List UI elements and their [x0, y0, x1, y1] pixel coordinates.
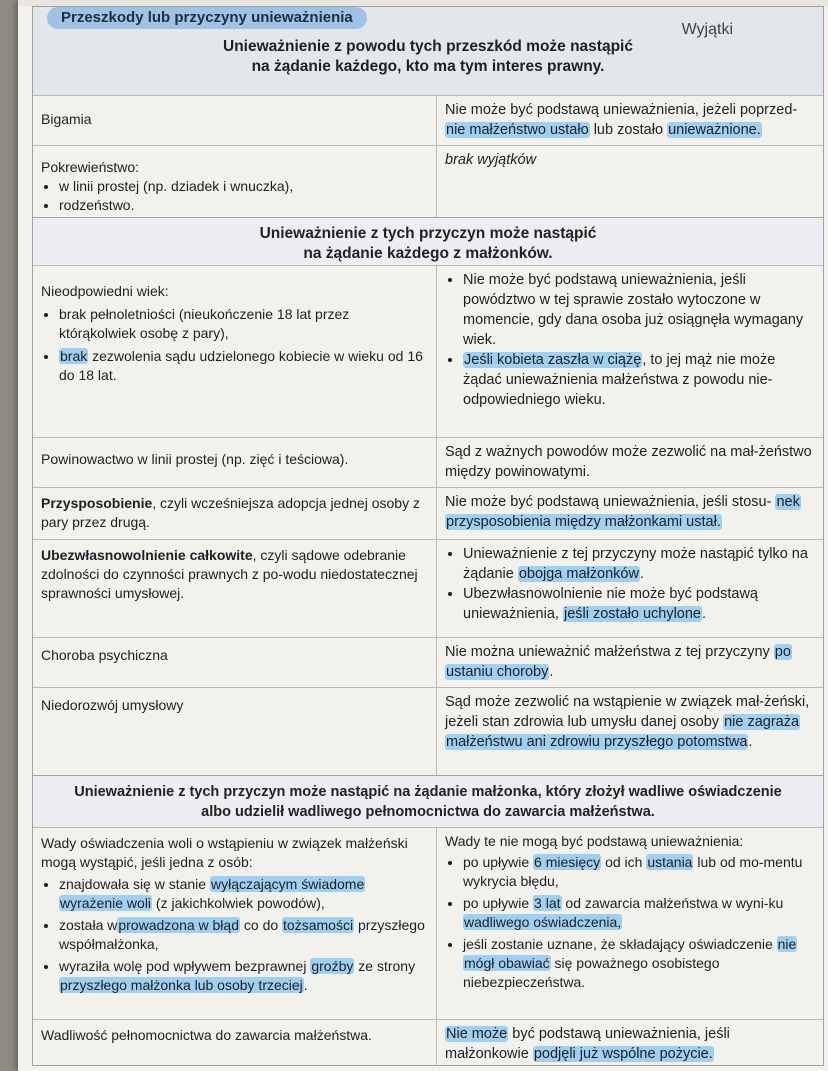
- highlight: wyłączającym świadome wyrażenie woli: [60, 876, 365, 911]
- list-item-text: po upływie: [463, 895, 534, 911]
- column-header-causes: Przeszkody lub przyczyny unieważnienia: [47, 7, 367, 29]
- list-item: • Nie może być podstawą unieważnienia, jeśli powództwo w tej sprawie zostało wytoczone w momencie, gdy dana osoba już osiągnęła wymagany wiek.: [463, 270, 815, 350]
- exception-text: Sąd może zezwolić na wstąpienie w związek mał-żeński, jeżeli stan zdrowia lub umysłu danej osoby: [445, 694, 810, 730]
- highlight: po ustaniu choroby: [446, 644, 791, 680]
- column-header-exceptions: Wyjątki: [681, 21, 733, 38]
- exception-cell: [437, 638, 823, 688]
- textbook-page: [18, 0, 828, 1071]
- highlight: tożsamości: [283, 917, 354, 933]
- highlight: nie zagraża małżeństwu ani zdrowiu przyszłego potomstwa: [446, 714, 800, 750]
- cause-cell: [33, 146, 437, 218]
- cause-text: Wadliwość pełnomocnictwa do zawarcia małżeństwa.: [41, 1027, 372, 1043]
- list-item-text: przyszłego współmałżonka,: [59, 917, 425, 952]
- exception-text: .: [748, 734, 753, 750]
- highlight: 6 miesięcy: [534, 854, 601, 870]
- exception-text: .: [549, 664, 554, 680]
- highlight: unieważnione.: [668, 122, 761, 138]
- list-item-text: wyraziła wolę pod wpływem bezprawnej: [59, 958, 311, 974]
- cause-list: [41, 305, 428, 385]
- cause-cell: [33, 638, 437, 688]
- list-item-text: , to jej mąż nie może żądać unieważnienia małżeństwa z powodu nie-odpowiedniego wieku.: [463, 352, 776, 408]
- highlight: 3 lat: [534, 895, 561, 911]
- list-item: [463, 350, 815, 410]
- exception-cell: [437, 828, 823, 1020]
- exception-cell: [437, 438, 823, 488]
- cause-cell: [33, 96, 437, 146]
- exception-list: [445, 544, 815, 624]
- cause-text: Niedorozwój umysłowy: [41, 697, 184, 713]
- list-item: [463, 935, 815, 992]
- highlight: prowadzona w błąd: [118, 917, 239, 933]
- exception-text: Sąd z ważnych powodów może zezwolić na mał-żeństwo między powinowatymi.: [445, 444, 812, 480]
- list-item-text: od zawarcia małżeństwa w wyni-ku: [561, 895, 784, 911]
- list-item-text: po upływie: [463, 854, 534, 870]
- highlight: obojga małżonków: [518, 566, 639, 582]
- exception-cell: [437, 540, 823, 638]
- exception-text: Nie może być podstawą unieważnienia, jeśli stosu-: [445, 494, 772, 510]
- highlight: groźby: [311, 958, 354, 974]
- list-item-text: Unieważnienie z tej przyczyny może nastąpić tylko na żądanie: [463, 546, 808, 582]
- exception-cell: [437, 146, 823, 218]
- list-item-text: jeśli zostanie uznane, że składający oświadczenie: [463, 936, 777, 952]
- highlight: Jeśli kobieta zaszła w ciążę: [464, 352, 642, 368]
- table-row: [33, 539, 823, 638]
- highlight: podjęli już wspólne pożycie.: [533, 1046, 713, 1062]
- exception-cell: [437, 96, 823, 146]
- exception-text: brak wyjątków: [445, 152, 537, 168]
- cause-bold: Ubezwłasnowolnienie całkowite: [41, 547, 253, 563]
- highlight: ustania: [647, 854, 693, 870]
- table-row: [33, 265, 823, 438]
- cause-bold: Przysposobienie: [41, 495, 153, 511]
- section-heading-3-line1: Unieważnienie z tych przyczyn może nastąpić na żądanie małżonka, który złożył wadliwe oświadczenie: [74, 784, 782, 800]
- exception-cell: [437, 488, 823, 540]
- list-item-text: ze strony: [354, 958, 416, 974]
- highlight: przyszłego małżonka lub osoby trzeciej: [60, 977, 303, 993]
- list-item-text: została w: [59, 917, 118, 933]
- table-row: [33, 437, 823, 488]
- cause-text: Bigamia: [41, 111, 92, 127]
- list-item-text: .: [702, 606, 707, 622]
- highlight: nek przysposobienia między małżonkami ustał.: [446, 494, 800, 530]
- list-item: [463, 853, 815, 891]
- list-item: [463, 584, 815, 624]
- exception-list: [445, 270, 815, 410]
- highlight: nie małżeństwo ustało: [446, 122, 589, 138]
- list-item-text: się poważnego osobistego niebezpieczeństwa.: [463, 955, 720, 990]
- section-heading-3: [33, 775, 823, 827]
- list-item: [59, 347, 428, 385]
- highlight: brak: [60, 348, 88, 364]
- table-row: [33, 95, 823, 146]
- exception-text: Nie można unieważnić małżeństwa z tej przyczyny: [445, 644, 774, 660]
- table-header: [33, 7, 823, 96]
- list-item-text: od ich: [601, 854, 647, 870]
- section-heading-3-line2: albo udzielił wadliwego pełnomocnictwa do zawarcia małżeństwa.: [201, 804, 655, 820]
- cause-cell: [33, 266, 437, 438]
- cause-intro: Wady oświadczenia woli o wstąpieniu w związek małżeński mogą wystąpić, jeśli jedna z osób:: [41, 835, 408, 870]
- list-item: • rodzeństwo.: [59, 196, 428, 215]
- highlight: wadliwego oświadczenia,: [464, 914, 622, 930]
- cause-list: [41, 875, 428, 995]
- table-row: [33, 145, 823, 218]
- section-heading-2-line2: na żądanie każdego z małżonków.: [303, 245, 553, 262]
- cause-text: , czyli sądowe odebranie zdolności do czynności prawnych z po-wodu niedostatecznej sprawności umysłowej.: [41, 547, 418, 601]
- table-row: [33, 687, 823, 776]
- exception-cell: [437, 1020, 823, 1066]
- cause-cell: [33, 488, 437, 540]
- list-item-text: .: [303, 977, 308, 993]
- list-item: [463, 894, 815, 932]
- table-row: [33, 487, 823, 540]
- section-heading-2: [33, 217, 823, 265]
- list-item-text: lub od mo-mentu wykrycia błędu,: [463, 854, 803, 889]
- list-item-text: zezwolenia sądu udzielonego kobiecie w wieku od 16 do 18 lat.: [59, 348, 423, 383]
- exception-list: [445, 853, 815, 992]
- list-item: • w linii prostej (np. dziadek i wnuczka),: [59, 177, 428, 196]
- section-heading-1: [33, 37, 823, 77]
- exception-text: być podstawą unieważnienia, jeśli małżonkowie: [445, 1026, 730, 1062]
- list-item-text: (z jakichkolwiek powodów),: [152, 895, 325, 911]
- table-row: [33, 637, 823, 688]
- annulment-table: [32, 6, 824, 1066]
- list-item: [59, 916, 428, 954]
- list-item: [463, 544, 815, 584]
- exception-cell: [437, 266, 823, 438]
- list-item: [59, 875, 428, 913]
- section-heading-1-line2: na żądanie każdego, kto ma tym interes prawny.: [251, 58, 605, 75]
- cause-cell: [33, 438, 437, 488]
- list-item: [59, 957, 428, 995]
- cause-text: , czyli wcześniejsza adopcja jednej osoby z pary przez drugą.: [41, 495, 420, 530]
- cause-title: Nieodpowiedni wiek:: [41, 283, 169, 299]
- exception-text: Nie może być podstawą unieważnienia, jeżeli poprzed-: [445, 102, 798, 118]
- section-heading-2-line1: Unieważnienie z tych przyczyn może nastąpić: [259, 225, 597, 242]
- exception-text: lub zostało: [589, 122, 668, 138]
- cause-text: Choroba psychiczna: [41, 647, 168, 663]
- cause-title: Pokrewieństwo:: [41, 159, 140, 175]
- cause-cell: [33, 540, 437, 638]
- highlight: Nie może: [446, 1026, 508, 1042]
- list-item-text: co do: [240, 917, 283, 933]
- highlight: jeśli zostało uchylone: [563, 606, 701, 622]
- table-row: [33, 1019, 823, 1066]
- exception-intro: Wady te nie mogą być podstawą unieważnienia:: [445, 833, 744, 849]
- cause-list: [41, 177, 428, 215]
- highlight: nie mógł obawiać: [464, 936, 797, 971]
- list-item-text: Ubezwłasnowolnienie nie może być podstawą unieważnienia,: [463, 586, 758, 622]
- table-row: [33, 827, 823, 1020]
- list-item-text: znajdowała się w stanie: [59, 876, 210, 892]
- exception-cell: [437, 688, 823, 776]
- cause-cell: [33, 688, 437, 776]
- list-item-text: .: [639, 566, 644, 582]
- section-heading-1-line1: Unieważnienie z powodu tych przeszkód może nastąpić: [223, 38, 633, 55]
- cause-text: Powinowactwo w linii prostej (np. zięć i teściowa).: [41, 451, 349, 467]
- list-item: • brak pełnoletniości (nieukończenie 18 lat przez którąkolwiek osobę z pary),: [59, 305, 428, 343]
- cause-cell: [33, 1020, 437, 1066]
- cause-cell: [33, 828, 437, 1020]
